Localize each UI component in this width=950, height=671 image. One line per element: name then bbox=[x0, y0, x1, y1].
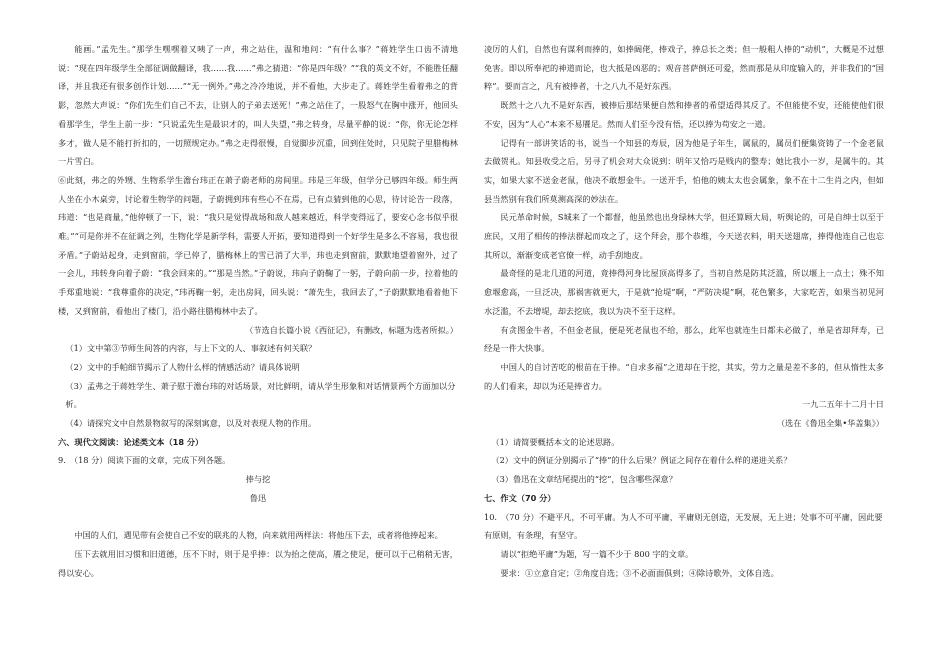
essay-paragraph: 凌厉的人们，自然也有谋利而捧的，如捧阔佬，捧戏子，捧总长之类；但一般粗人捧的“动机”，大概是不过想免害。即以所奉祀的神道而论，也大抵是凶恶的；观音菩萨倒还可爱，然而那是从印度输入的，并非我们的“国粹”。要而言之，凡有被捧者，十之八九不是好东西。 bbox=[484, 44, 884, 92]
left-column bbox=[58, 40, 458, 582]
question-item: （3）鲁迅在文章结尾提出的“挖”，包含哪些深意？ bbox=[491, 474, 677, 485]
question-intro: 9. （18 分）阅读下面的文章，完成下列各题。 bbox=[58, 455, 231, 466]
essay-paragraph: 记得有一部讲笑话的书，说当一个知县的寿辰，因为他是子年生，属鼠的，属员们便集资铸了一个金老鼠去做贺礼。知县收受之后，另寻了机会对大众说到：明年又恰巧是贱内的整寿；她比我小一岁，是属牛的。其实，如果大家不送金老鼠，他决不敢想金牛。一送开手，怕他的姨太太也会属象，象不在十二生肖之内，但如县当然别有我们所莫测高深的妙法在。 bbox=[484, 137, 884, 204]
story-paragraph: ⑥此刻，弗之的外甥、生物系学生澹台玮正在萧子蔚老师的房间里。玮是三年级，但学分已够四年级。师生两人坐在小木桌旁，讨论着生物学的问题，子蔚拥到玮有些心不在焉，已有点猜到他的心思，待讨论告一段落，玮道：“也是商量，”他停顿了一下，说：“我只是觉得战场和敌人越来越近，科学变得远了，要安心念书似乎很难。”“可是你并不在征调之列，生物化学是新学科，需要人开拓，要知道得到一个好学生是多么不容易，我也很矛盾。”子蔚站起身，走到窗前，学已停了，腊梅林上的雪已消了大半，玮也走到窗前，默默地望着窗外，过了一会儿，玮转身向着子蔚：“我会回来的。”“那是当然。”子蔚说，玮向子蔚鞠了一躬，子蔚向前一步，拉着他的手郑重地说：“我尊重你的决定，”玮再鞠一躬，走出房间，回头说：“萧先生，我回去了，”子蔚默默地看着他下楼，又到窗前，看他出了楼门，沿小路往腊梅林中去了。 bbox=[58, 174, 458, 316]
question-item: （1）请简要概括本文的论述思路。 bbox=[491, 436, 620, 447]
essay-author: 鲁迅 bbox=[249, 492, 267, 503]
essay-paragraph: 中国的人们，遇见带有会使自己不安的联兆的人物，向来就用两样法：将他压下去，或者将他捧起来。 bbox=[74, 530, 443, 541]
story-source: （节选自长篇小说《西征记》，有删改，标题为选者所拟。） bbox=[245, 324, 458, 335]
question-item: （3）孟弗之于蒋姓学生、萧子慰于澹台玮的对话场景，对比鲜明，请从学生形象和对话情景两个方面加以分析。 bbox=[65, 380, 456, 410]
question-item: （2）文中的手帕细节揭示了人物什么样的情感活动？请具体说明 bbox=[65, 361, 300, 372]
question-item: （2）文中的例证分别揭示了“捧”的什么后果？例证之间存在着什么样的递进关系？ bbox=[491, 455, 792, 466]
essay-title: 捧与挖 bbox=[245, 474, 271, 485]
essay-paragraph: 民元革命时候，S城来了一个都督，他虽然也出身绿林大学，但还算顾大局，听舆论的，可是自绅士以至于庶民，又用了相传的捧法群起而攻之了，这个拜会，那个恭维，今天送衣料，明天送翅席，捧得他连自己也忘其所以，渐渐变成老官僚一样，动手刮地皮。 bbox=[484, 212, 884, 260]
essay-paragraph: 中国人的自讨苦吃的根苗在于捧。“自求多福”之道却在于挖，其实，劳力之量是差不多的，但从惰性太多的人们看来，却以为还是捧省力。 bbox=[484, 361, 884, 391]
story-paragraph: 能画。”孟先生。”那学生嘿嘿着又咦了一声，弗之站住，温和地问：“有什么事？”蒋姓学生口齿不清地说：“现在四年级学生全部征调做翻译，我……我……”弗之猜道：“你是四年级？”“我的英文不好，不能胜任翻译，并且我还有很多创作计划……”“无一例外。”弗之冷冷地说，并不看他，大步走了。蒋姓学生看着弗之的背影，忽然大声说：“你们先生们自己不去，让别人的子弟去送死！”弗之站住了，一股怒气在胸中涨开，他回头看那学生，学生上前一步：“只说孟先生是最识才的，叫人失望，”弗之转身，尽量平静的说：“你，你无论怎样多才，做人是不能打折扣的，一切照规定办。”弗之走得很慢，自觉脚步沉重，回到住处时，只见院子里腊梅林一片雪白。 bbox=[58, 44, 458, 167]
question-item: （4）请探究文中自然景物叙写的深刻寓意，以及对表现人物的作用。 bbox=[65, 418, 317, 429]
essay-source: （选在《鲁迅全集•华盖集》） bbox=[776, 418, 884, 429]
essay-paragraph: 最奇怪的是北几道的河道，竟捧得河身比屋顶高得多了，当初自然是防其泛滥，所以堰上一点土；殊不知愈堰愈高，一旦泛决，那祸害就更大，于是就“抢堤”啊，“严防决堤”啊，花色繁多，大家吃苦，如果当初见河水泛滥，不去增堤，却去挖底，我以为决不至于这样。 bbox=[484, 268, 884, 316]
essay-paragraph: 有贪图金牛者，不但金老鼠，便是死老鼠也不给，那么，此军也就连生日都未必做了，单是省却拜寿，已经是一件大快事。 bbox=[484, 324, 884, 354]
spacer bbox=[58, 508, 458, 527]
essay-date: 一九二五年十二月十日 bbox=[802, 399, 884, 410]
writing-task: 请以“拒绝平庸”为题，写一篇不少于 800 字的文章。 bbox=[500, 548, 694, 559]
right-column bbox=[484, 40, 884, 582]
section-title: 七、作文（70 分） bbox=[484, 492, 556, 503]
writing-requirements: 要求：①立意自定；②角度自选；③不必面面俱到；④除诗歌外，文体自选。 bbox=[500, 567, 779, 578]
writing-prompt: 10. （70 分）不避平凡，不可平庸。为人不可平庸，平庸则无创造，无发展，无上进；处事不可平庸，因此要有原则，有条理，有坚守。 bbox=[484, 511, 883, 541]
section-title: 六、现代文阅读：论述类文本（18 分） bbox=[58, 436, 204, 447]
question-item: （1）文中第③节师生间答的内容，与上下文的人、事叙述有何关联？ bbox=[65, 343, 317, 354]
essay-paragraph: 既然十之八九不是好东西，被捧后那结果便自然和捧者的希望适得其反了。不但能使不安，还能使他们很不安，因为“人心”本来不易餍足。然而人们至今没有悟，还以捧为苟安之一道。 bbox=[484, 100, 884, 129]
essay-paragraph: 压下去就用旧习惯和旧道德，压不下时，则于是乎捧：以为抬之使高，餍之使足，便可以于己稍稍无害，得以安心。 bbox=[58, 548, 458, 578]
